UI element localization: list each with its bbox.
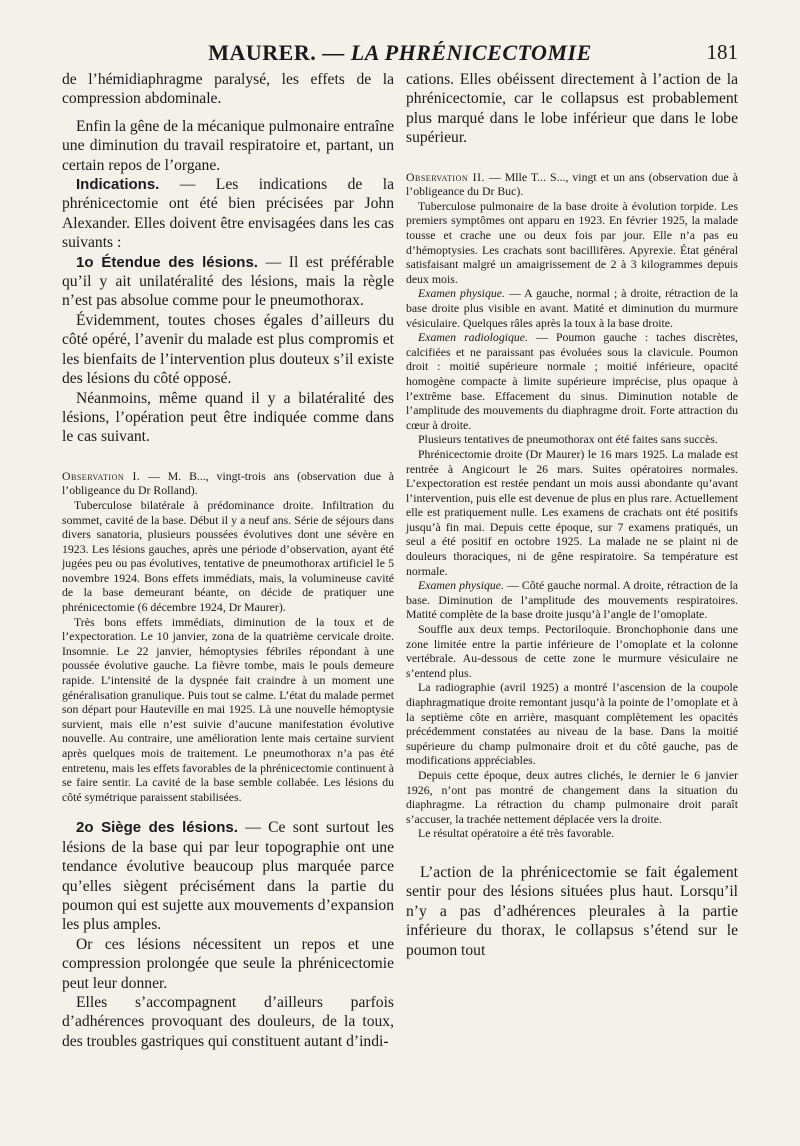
running-header (62, 40, 738, 66)
observation-text: Très bons effets immédiats, diminution de la toux et de l’expectoration. Le 10 janvier, zona de la quatrième cervicale droite. Insomnie. Le 22 janvier, hémoptysies fébriles répondant à une poussée évolutive gauche. La fièvre tombe, mais le pouls demeure rapide. L’intensité de la dyspnée fait craindre à un moment une généralisation granulique. Puis tout se calme. L’état du malade permet son départ pour Hauteville en mai 1925. Là une nouvelle hémoptysie survient, mais elle n’est suivie d’aucune manifestation évolutive nouvelle. Au contraire, une amélioration lente mais certaine survient après quelques mois de traitement. Le pneumothorax n’a pas été entretenu, mais les effets favorables de la phrénicectomie continuent à se faire sentir. La cavité de la base semble collabée. Les lésions du côté symétrique paraissent stabilisées. (62, 614, 394, 804)
observation-text: Souffle aux deux temps. Pectoriloquie. Bronchophonie dans une zone limitée entre la partie inférieure de l’omoplate et la colonne vertébrale. Au-dessous de cette zone le murmure vésiculaire ne s’entend plus. (406, 622, 738, 680)
right-column (406, 70, 738, 960)
observation-text: Tuberculose pulmonaire de la base droite à évolution torpide. Les premiers symptômes ont apparu en 1923. En février 1925, la malade tousse et crache une ou deux fois par jour. Elle n’a pas eu d’hémoptysies. Les crachats sont bacillifères. Apyrexie. État général satisfaisant malgré un amaigrissement de 2 à 3 kilogrammes depuis deux mois. (406, 198, 738, 286)
observation-text: La radiographie (avril 1925) a montré l’ascension de la coupole diaphragmatique droite remontant jusqu’à la pointe de l’omoplate et à la septième côte en arrière, masquant complètement les opacités précédemment constatées au niveau de la base. Dans la moitié supérieure du champ pulmonaire droit et du côté gauche, pas de modifications appréciables. (406, 680, 738, 768)
observation-text: Le résultat opératoire a été très favorable. (418, 826, 615, 841)
observation-text: Examen radiologique. — Poumon gauche : taches discrètes, calcifiées et ne paraissant pas évoluées sous la clavicule. Poumon droit : moitié supérieure normale ; moitié inférieure, opacité homogène compacte à limite supérieure imprécise, plus opaque à l’extrême base. Effacement du sinus. Diminution notable de l’amplitude des mouvements du diaphragme droit. Forte attraction du cœur à droite. (406, 330, 739, 432)
running-title-author: MAURER. — (208, 40, 351, 65)
section-heading: Indications. (76, 176, 160, 194)
paragraph: Enfin la gêne de la mécanique pulmonaire entraîne une diminution du travail respiratoire et, partant, un certain repos de l’organe. (62, 117, 394, 174)
paragraph: Or ces lésions nécessitent un repos et une compression prolongée que seule la phrénicectomie peut leur donner. (62, 935, 394, 992)
observation-text: Depuis cette époque, deux autres clichés, le dernier le 6 janvier 1926, n’ont pas montré de changement dans la situation du diaphragme. La rétraction du champ pulmonaire droit paraît s’accuser, la trachée nettement déplacée vers la droite. (406, 767, 738, 826)
running-title-subject: LA PHRÉNICECTOMIE (350, 40, 592, 65)
observation-text: Examen physique. — Côté gauche normal. A droite, rétraction de la base. Diminution de l’amplitude des mouvements respiratoires. Matité complète de la base droite jusqu’à l’angle de l’omoplate. (406, 578, 738, 622)
section-heading: 2o Siège des lésions. (76, 819, 238, 837)
page-number: 181 (706, 40, 738, 64)
left-column (62, 70, 394, 1051)
observation-text: Tuberculose bilatérale à prédominance droite. Infiltration du sommet, cavité de la base. Début il y a neuf ans. Série de séjours dans divers sanatoria, plusieurs poussées évolutives dont une sévère en 1923. Les lésions gauches, après une période d’observation, ayant été jugées peu ou pas évolutives, tentative de pneumothorax artificiel le 5 novembre 1924. Bons effets immédiats, mais, la volumineuse cavité de la base demeurant béante, on décide de pratiquer une phrénicectomie (6 décembre 1924, Dr Maurer). (62, 497, 394, 615)
observation-label: Observation I. (62, 468, 141, 483)
location-paragraph: 2o Siège des lésions. — Ce sont surtout les lésions de la base qui par leur topographie ont une tendance évolutive beaucoup plus marquée parce qu’elles siègent précisément dans la partie du poumon qui est sujette aux mouvements d’expansion les plus amples. (62, 819, 394, 934)
paragraph: Évidemment, toutes choses égales d’ailleurs du côté opéré, l’avenir du malade est plus compromis et les bienfaits de l’intervention plus douteux s’il existe des lésions du côté opposé. (62, 311, 394, 388)
paragraph: Elles s’accompagnent d’ailleurs parfois d’adhérences provoquant des douleurs, de la toux, des troubles gastriques qui constituent autant d’indi- (62, 994, 394, 1050)
paragraph: cations. Elles obéissent directement à l’action de la phrénicectomie, car le collapsus est probablement plus marqué dans le lobe inférieur que dans le lobe supérieur. (406, 71, 738, 147)
paragraph: Néanmoins, même quand il y a bilatéralité des lésions, l’opération peut être indiquée comme dans le cas suivant. (62, 389, 394, 446)
observation-label: Observation II. (406, 169, 485, 184)
observation-heading: Observation II. — Mlle T... S..., vingt et un ans (observation due à l’obligeance du Dr Buc). (406, 169, 738, 199)
observation-text: Examen physique. — A gauche, normal ; à droite, rétraction de la base droite plus visible en avant. Matité et diminution du murmure vésiculaire. Quelques râles après la toux à la base droite. (406, 286, 738, 330)
running-title (62, 40, 738, 66)
observation-text: Phrénicectomie droite (Dr Maurer) le 16 mars 1925. La malade est rentrée à Angicourt le 26 mars. Suites opératoires normales. L’expectoration est restée pendant un mois aussi abondante qu’avant l’intervention, puis elle est devenue de plus en plus rare. Actuellement elle est pratiquement nulle. Les examens de crachats ont été positifs jusqu’à fin mai. Depuis cette époque, sur 7 examens pratiqués, un seul a été positif en octobre 1925. La malade ne se plaint ni de douleurs thoraciques, ni de gêne respiratoire. Sa température est normale. (406, 446, 738, 578)
extent-paragraph: 1o Étendue des lésions. — Il est préférable qu’il y ait unilatéralité des lésions, mais la règle n’est pas absolue comme pour le pneumothorax. (62, 253, 394, 310)
observation-text: Plusieurs tentatives de pneumothorax ont été faites sans succès. (418, 432, 718, 447)
indications-paragraph: Indications. — Les indications de la phrénicectomie ont été bien précisées par John Alexander. Elles doivent être envisagées dans les cas suivants : (62, 176, 394, 252)
observation-heading: Observation I. — M. B..., vingt-trois ans (observation due à l’obligeance du Dr Rolland). (62, 468, 394, 498)
paragraph: de l’hémidiaphragme paralysé, les effets de la compression abdominale. (62, 71, 394, 108)
paragraph: L’action de la phrénicectomie se fait également sentir pour des lésions situées plus haut. Lorsqu’il n’y a pas d’adhérences pleurales à la partie inférieure du thorax, le collapsus s’étend sur le poumon tout (406, 863, 738, 959)
section-heading: 1o Étendue des lésions. (76, 253, 258, 271)
